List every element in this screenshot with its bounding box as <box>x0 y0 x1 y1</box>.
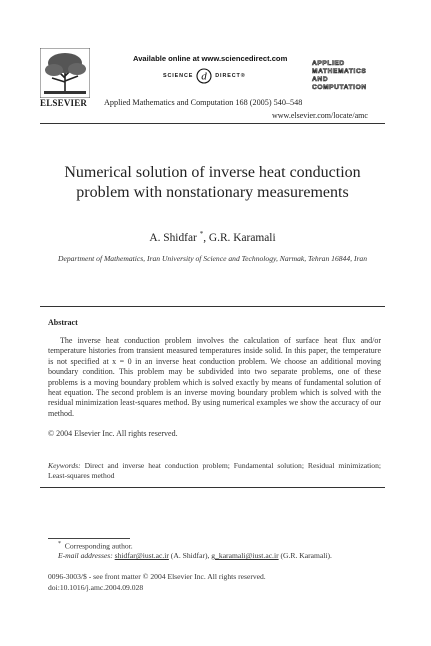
author-affiliation: Department of Mathematics, Iran University of Science and Technology, Narmak, Tehran 16844, Iran <box>57 254 368 263</box>
abstract-copyright: © 2004 Elsevier Inc. All rights reserved. <box>48 429 178 438</box>
journal-citation: Applied Mathematics and Computation 168 (2005) 540–548 <box>104 98 303 107</box>
footnote-mark: * <box>58 541 61 547</box>
sciencedirect-logo <box>163 68 246 84</box>
issn-line: 0096-3003/$ - see front matter © 2004 Elsevier Inc. All rights reserved. <box>48 572 266 581</box>
email-owner: (A. Shidfar), <box>168 551 212 560</box>
abstract-bottom-rule <box>40 487 385 488</box>
author-name: A. Shidfar <box>149 231 197 244</box>
abstract-body: The inverse heat conduction problem involves the calculation of surface heat flux and/or temperature histories from transient measured temperatures inside solid. In this paper, the temperature is not specified at x = 0 in an inverse heat conduction problem. We choose an additional moving boundary condition. This problem may be subdivided into two separate problems, one of these problems is a moving boundary problem which is solved exactly by means of fundamental solution of heat equation. The second problem is an inverse moving boundary problem which is solved with the residual minimization least-squares method. By using numerical examples we show the accuracy of our method. <box>48 336 381 418</box>
keywords-list: Direct and inverse heat conduction problem; Fundamental solution; Residual minimization; Least-squares method <box>48 461 381 481</box>
journal-logo-line: MATHEMATICS <box>312 68 367 75</box>
keywords <box>48 461 381 482</box>
footnote-rule <box>48 538 130 539</box>
footnote-corresponding <box>58 541 133 551</box>
available-online-text: Available online at www.sciencedirect.com <box>133 54 288 63</box>
abstract-heading: Abstract <box>48 318 78 327</box>
elsevier-tree-logo <box>40 48 90 98</box>
corresponding-mark[interactable]: * <box>199 230 204 238</box>
sd-at-icon <box>196 68 212 84</box>
email-label: E-mail addresses: <box>58 551 113 560</box>
corresponding-text: Corresponding author. <box>64 541 133 551</box>
sd-direct-text: DIRECT® <box>215 73 246 79</box>
author-separator: , <box>203 231 209 244</box>
article-title: Numerical solution of inverse heat conduction problem with nonstationary measurements <box>64 164 361 201</box>
journal-logo-line: AND <box>312 76 329 83</box>
svg-text:d: d <box>201 70 208 83</box>
publisher-wordmark: ELSEVIER <box>40 98 88 108</box>
footnote-emails <box>58 551 332 560</box>
email-owner: (G.R. Karamali). <box>278 551 332 560</box>
sd-science-text: SCIENCE <box>163 73 194 79</box>
doi-line[interactable]: doi:10.1016/j.amc.2004.09.028 <box>48 583 144 592</box>
journal-url[interactable]: www.elsevier.com/locate/amc <box>272 111 368 120</box>
email-link[interactable]: g_karamali@iust.ac.ir <box>211 551 279 560</box>
journal-logo-line: APPLIED <box>312 60 345 67</box>
journal-logo-line: COMPUTATION <box>312 84 367 91</box>
email-link[interactable]: shidfar@iust.ac.ir <box>114 551 169 560</box>
header-rule <box>40 123 385 124</box>
keywords-label: Keywords: <box>48 461 81 470</box>
author-list <box>40 230 385 244</box>
author-name: G.R. Karamali <box>208 231 276 244</box>
journal-logo <box>312 60 384 92</box>
abstract-top-rule <box>40 306 385 307</box>
